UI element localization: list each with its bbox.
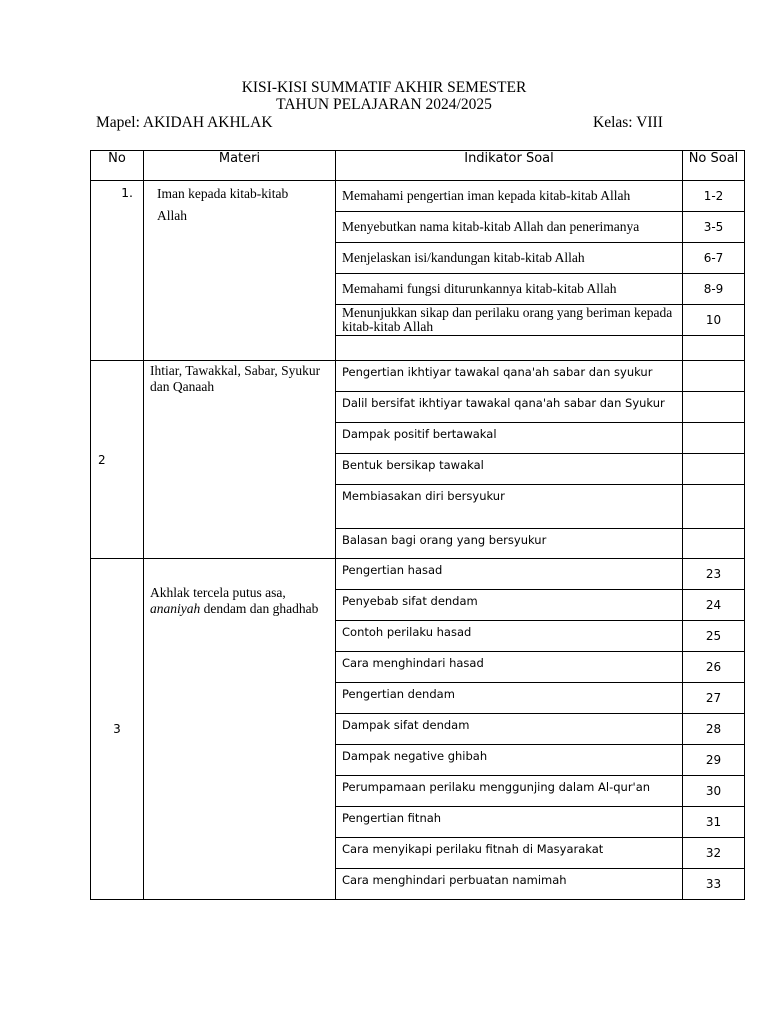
indikator-cell: Dampak positif bertawakal (336, 423, 683, 454)
column-header-materi: Materi (144, 151, 336, 181)
table-row (91, 559, 745, 590)
no-soal-cell: 23 (683, 559, 745, 590)
indikator-cell: Membiasakan diri bersyukur (336, 485, 683, 529)
no-soal-cell (683, 529, 745, 559)
column-header-no-soal: No Soal (683, 151, 745, 181)
table-row (91, 181, 745, 212)
no-soal-cell: 10 (683, 305, 745, 336)
no-soal-cell: 25 (683, 621, 745, 652)
section-number: 3 (91, 559, 144, 900)
materi-text: dendam dan ghadhab (200, 601, 319, 616)
no-soal-cell (683, 392, 745, 423)
indikator-cell: Contoh perilaku hasad (336, 621, 683, 652)
column-header-no: No (91, 151, 144, 181)
indikator-cell: Penyebab sifat dendam (336, 590, 683, 621)
blueprint-table (90, 150, 745, 900)
indikator-cell: Pengertian ikhtiyar tawakal qana'ah sabar dan syukur (336, 361, 683, 392)
no-soal-cell (683, 485, 745, 529)
no-soal-cell: 24 (683, 590, 745, 621)
materi-line: Allah (157, 208, 187, 223)
no-soal-cell: 6-7 (683, 243, 745, 274)
table-header-row (91, 151, 745, 181)
no-soal-cell (683, 454, 745, 485)
indikator-cell: Cara menyikapi perilaku fitnah di Masyarakat (336, 838, 683, 869)
indikator-cell: Balasan bagi orang yang bersyukur (336, 529, 683, 559)
indikator-cell: Perumpamaan perilaku menggunjing dalam Al-qur'an (336, 776, 683, 807)
no-soal-cell: 31 (683, 807, 745, 838)
class-label: Kelas: VIII (593, 114, 663, 131)
subject-label: Mapel: AKIDAH AKHLAK (96, 114, 273, 131)
indikator-cell: Pengertian dendam (336, 683, 683, 714)
no-soal-cell: 3-5 (683, 212, 745, 243)
no-soal-cell: 32 (683, 838, 745, 869)
section-number: 1. (91, 181, 144, 361)
section-number: 2 (91, 361, 144, 559)
no-soal-cell: 29 (683, 745, 745, 776)
no-soal-cell: 28 (683, 714, 745, 745)
materi-italic-term: ananiyah (150, 601, 201, 616)
indikator-cell: Pengertian fitnah (336, 807, 683, 838)
no-soal-cell: 26 (683, 652, 745, 683)
indikator-cell: Pengertian hasad (336, 559, 683, 590)
materi-cell: Ihtiar, Tawakkal, Sabar, Syukur dan Qanaah (144, 361, 336, 559)
indikator-cell: Memahami pengertian iman kepada kitab-kitab Allah (336, 181, 683, 212)
indikator-cell: Cara menghindari perbuatan namimah (336, 869, 683, 900)
indikator-cell: Menjelaskan isi/kandungan kitab-kitab Allah (336, 243, 683, 274)
no-soal-cell: 33 (683, 869, 745, 900)
materi-cell (144, 181, 336, 361)
no-soal-cell (683, 423, 745, 454)
materi-line: Iman kepada kitab-kitab (157, 186, 289, 201)
academic-year: TAHUN PELAJARAN 2024/2025 (276, 96, 492, 113)
indikator-cell: Menyebutkan nama kitab-kitab Allah dan penerimanya (336, 212, 683, 243)
materi-cell (144, 559, 336, 900)
indikator-cell: Memahami fungsi diturunkannya kitab-kitab Allah (336, 274, 683, 305)
no-soal-cell: 8-9 (683, 274, 745, 305)
indikator-cell: Bentuk bersikap tawakal (336, 454, 683, 485)
indikator-cell: Dampak sifat dendam (336, 714, 683, 745)
no-soal-cell: 27 (683, 683, 745, 714)
materi-text: Akhlak tercela putus asa, (150, 585, 286, 600)
indikator-cell: Dampak negative ghibah (336, 745, 683, 776)
no-soal-cell (683, 336, 745, 361)
column-header-indikator: Indikator Soal (336, 151, 683, 181)
indikator-cell (336, 336, 683, 361)
indikator-cell: Cara menghindari hasad (336, 652, 683, 683)
no-soal-cell (683, 361, 745, 392)
no-soal-cell: 1-2 (683, 181, 745, 212)
table-row (91, 361, 745, 392)
document-title: KISI-KISI SUMMATIF AKHIR SEMESTER (241, 79, 527, 96)
indikator-cell: Dalil bersifat ikhtiyar tawakal qana'ah sabar dan Syukur (336, 392, 683, 423)
no-soal-cell: 30 (683, 776, 745, 807)
indikator-cell: Menunjukkan sikap dan perilaku orang yang beriman kepada kitab-kitab Allah (336, 305, 683, 336)
